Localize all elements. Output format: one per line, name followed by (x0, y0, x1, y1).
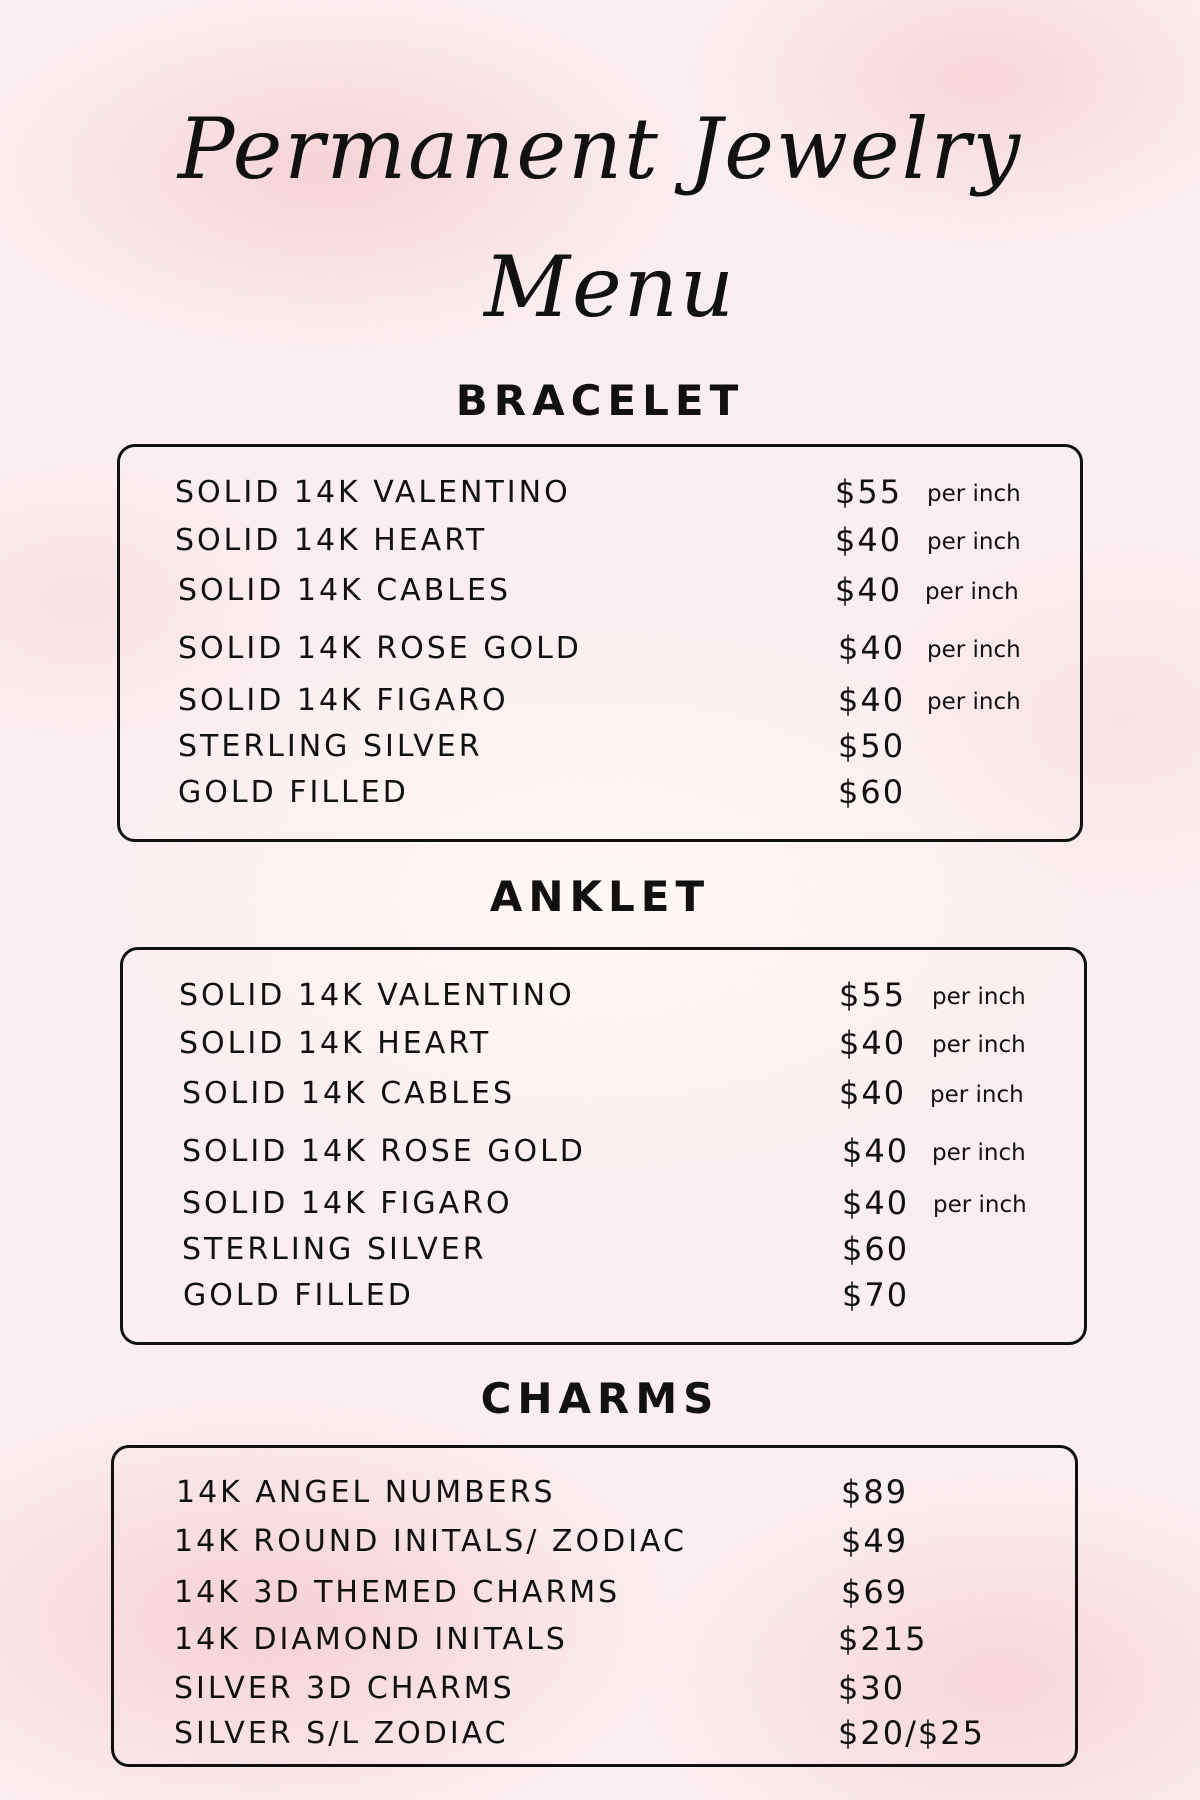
item-price: $40 (842, 1184, 910, 1222)
anklet-price-box (120, 947, 1087, 1345)
list-item (120, 775, 1080, 815)
item-name: SOLID 14K HEART (179, 1026, 492, 1061)
item-name: SOLID 14K CABLES (178, 573, 511, 608)
item-price: $40 (839, 1074, 907, 1112)
item-name: SOLID 14K FIGARO (182, 1186, 513, 1221)
charms-price-box (111, 1445, 1078, 1767)
menu-title-line-2: Menu (484, 238, 736, 336)
item-price: $70 (842, 1276, 910, 1314)
item-name: SOLID 14K CABLES (182, 1076, 515, 1111)
list-item (114, 1524, 1075, 1564)
item-price: $69 (841, 1573, 909, 1611)
item-price: $55 (839, 976, 907, 1014)
item-price: $55 (835, 473, 903, 511)
item-name: SOLID 14K VALENTINO (179, 978, 575, 1013)
section-heading-anklet: ANKLET (489, 872, 711, 921)
list-item (123, 1076, 1084, 1116)
list-item (120, 631, 1080, 671)
item-price: $60 (842, 1230, 910, 1268)
item-unit: per inch (932, 1140, 1026, 1166)
item-unit: per inch (925, 579, 1019, 605)
item-price: $40 (842, 1132, 910, 1170)
item-unit: per inch (932, 984, 1026, 1010)
item-price: $20/$25 (838, 1714, 985, 1752)
item-name: SILVER 3D CHARMS (174, 1671, 515, 1706)
item-price: $40 (838, 629, 906, 667)
item-name: SILVER S/L ZODIAC (174, 1716, 509, 1751)
item-unit: per inch (927, 529, 1021, 555)
item-price: $40 (835, 521, 903, 559)
item-unit: per inch (927, 481, 1021, 507)
item-price: $89 (841, 1473, 909, 1511)
item-price: $215 (838, 1620, 928, 1658)
item-unit: per inch (927, 637, 1021, 663)
item-price: $50 (838, 727, 906, 765)
item-price: $40 (835, 571, 903, 609)
item-unit: per inch (932, 1032, 1026, 1058)
item-price: $49 (841, 1522, 909, 1560)
item-name: STERLING SILVER (178, 729, 483, 764)
list-item (114, 1671, 1075, 1711)
item-name: 14K ROUND INITALS/ ZODIAC (174, 1524, 687, 1559)
item-name: GOLD FILLED (183, 1278, 414, 1313)
list-item (123, 1134, 1084, 1174)
section-heading-bracelet: BRACELET (455, 376, 745, 425)
item-unit: per inch (933, 1192, 1027, 1218)
list-item (120, 573, 1080, 613)
item-unit: per inch (927, 689, 1021, 715)
item-name: GOLD FILLED (178, 775, 409, 810)
item-price: $30 (838, 1669, 906, 1707)
list-item (123, 1232, 1084, 1272)
item-name: SOLID 14K ROSE GOLD (178, 631, 582, 666)
list-item (123, 1186, 1084, 1226)
list-item (120, 523, 1080, 563)
list-item (123, 978, 1084, 1018)
item-name: SOLID 14K HEART (175, 523, 488, 558)
list-item (123, 1278, 1084, 1318)
item-price: $40 (838, 681, 906, 719)
item-name: STERLING SILVER (182, 1232, 487, 1267)
list-item (120, 475, 1080, 515)
list-item (114, 1575, 1075, 1615)
item-name: SOLID 14K VALENTINO (175, 475, 571, 510)
list-item (114, 1622, 1075, 1662)
item-price: $60 (838, 773, 906, 811)
item-name: SOLID 14K FIGARO (178, 683, 509, 718)
item-unit: per inch (930, 1082, 1024, 1108)
section-heading-charms: CHARMS (480, 1374, 720, 1423)
item-price: $40 (839, 1024, 907, 1062)
list-item (114, 1475, 1075, 1515)
list-item (123, 1026, 1084, 1066)
item-name: 14K DIAMOND INITALS (174, 1622, 568, 1657)
menu-title-line-1: Permanent Jewelry (177, 100, 1023, 198)
bracelet-price-box (117, 444, 1083, 842)
list-item (114, 1716, 1075, 1756)
item-name: 14K 3D THEMED CHARMS (174, 1575, 621, 1610)
list-item (120, 683, 1080, 723)
item-name: 14K ANGEL NUMBERS (176, 1475, 556, 1510)
item-name: SOLID 14K ROSE GOLD (182, 1134, 586, 1169)
list-item (120, 729, 1080, 769)
